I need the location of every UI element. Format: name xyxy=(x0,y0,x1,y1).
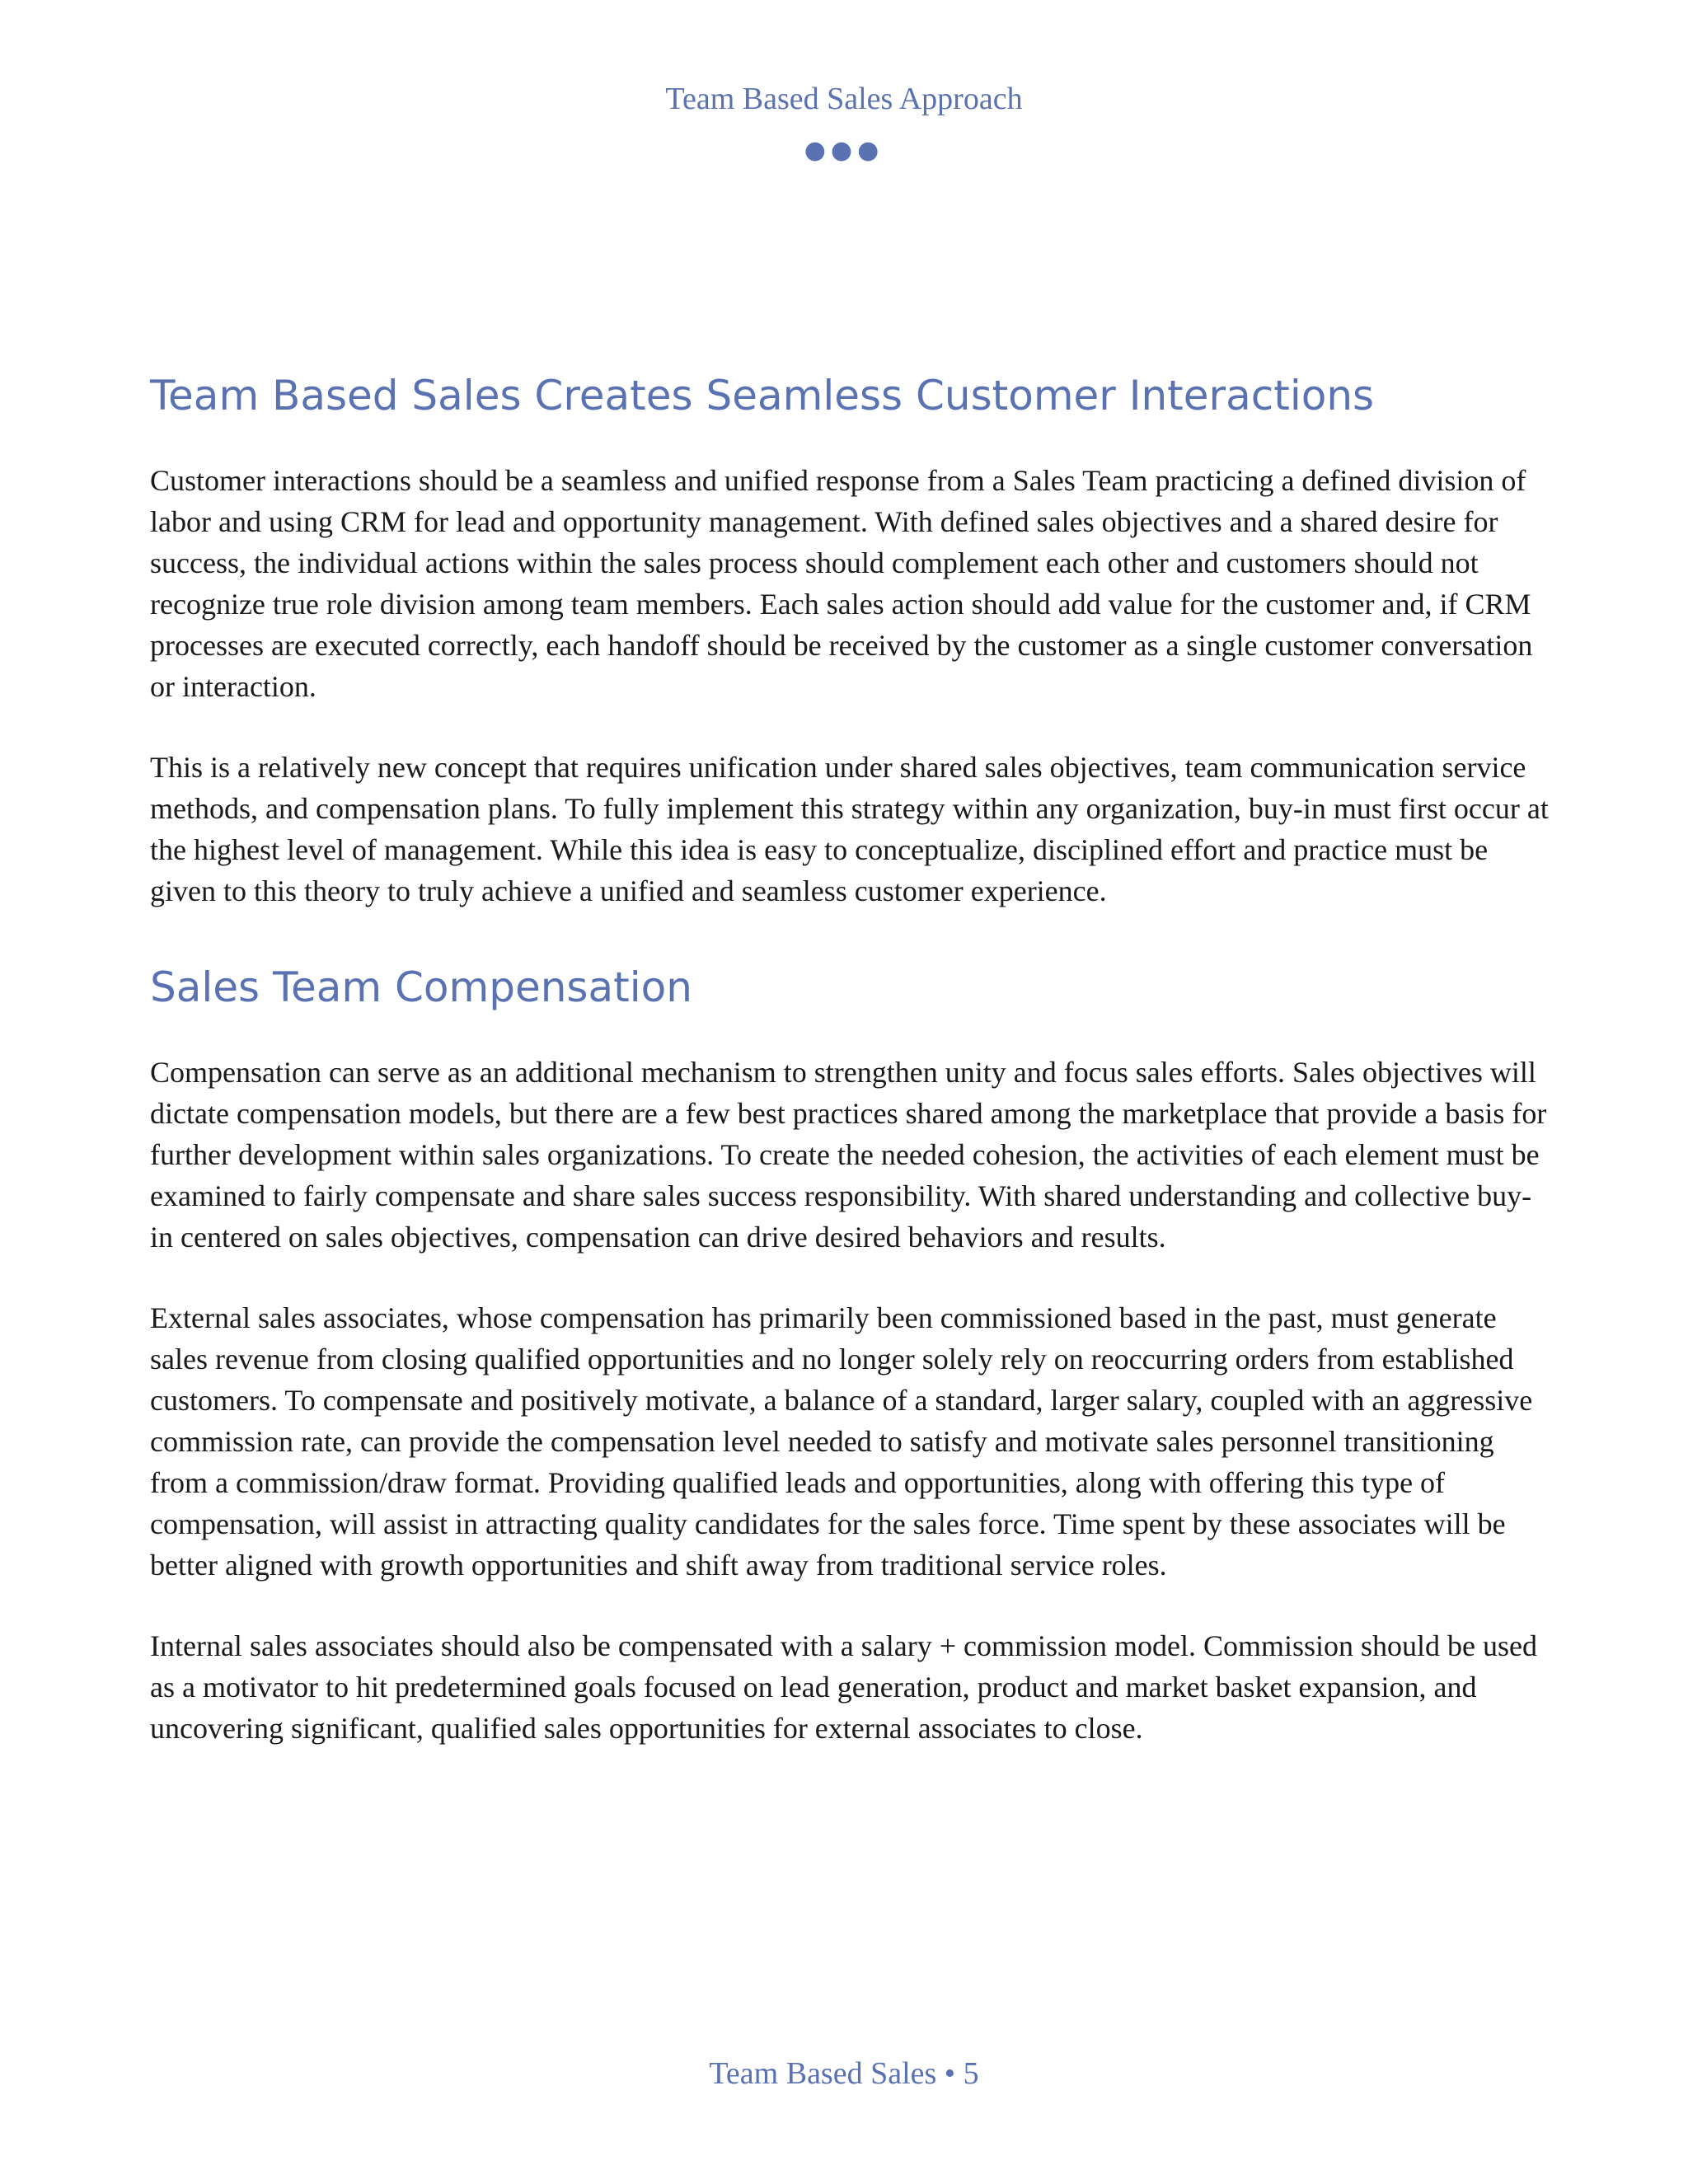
body-paragraph: Internal sales associates should also be compensated with a salary + commission model. Commission should be used as a motivator to hit predetermined goals focused on lead generation, product and market basket expansion, and uncovering significant, qualified sales opportunities for external associates to close. xyxy=(150,1629,1538,1745)
page-body xyxy=(150,371,1551,1788)
section-heading-seamless-interactions: Team Based Sales Creates Seamless Customer Interactions xyxy=(150,372,1375,419)
body-paragraph: This is a relatively new concept that requires unification under shared sales objectives, team communication service methods, and compensation plans. To fully implement this strategy within any organization, buy-in must first occur at the highest level of management. While this idea is easy to conceptualize, disciplined effort and practice must be given to this theory to truly achieve a unified and seamless customer experience. xyxy=(150,751,1549,907)
body-paragraph: Compensation can serve as an additional mechanism to strengthen unity and focus sales efforts. Sales objectives will dictate compensation models, but there are a few best practices shared among the marketplace that provide a basis for further development within sales organizations. To create the needed cohesion, the activities of each element must be examined to fairly compensate and share sales success responsibility. With shared understanding and collective buy-in centered on sales objectives, compensation can drive desired behaviors and results. xyxy=(150,1056,1547,1254)
body-paragraph: Customer interactions should be a seamless and unified response from a Sales Team practicing a defined division of labor and using CRM for lead and opportunity management. With defined sales objectives and a shared desire for success, the individual actions within the sales process should complement each other and customers should not recognize true role division among team members. Each sales action should add value for the customer and, if CRM processes are executed correctly, each handoff should be received by the customer as a single customer conversation or interaction. xyxy=(150,464,1533,703)
body-paragraph: External sales associates, whose compensation has primarily been commissioned based in the past, must generate sales revenue from closing qualified opportunities and no longer solely rely on reoccurring orders from established customers. To compensate and positively motivate, a balance of a standard, larger salary, coupled with an aggressive commission rate, can provide the compensation level needed to satisfy and motivate sales personnel transitioning from a commission/draw format. Providing qualified leads and opportunities, along with offering this type of compensation, will assist in attracting quality candidates for the sales force. Time spent by these associates will be better aligned with growth opportunities and shift away from traditional service roles. xyxy=(150,1301,1533,1582)
running-footer-page-number: Team Based Sales • 5 xyxy=(709,2056,979,2091)
header-ornament-dots: ●●● xyxy=(804,136,884,165)
running-header: Team Based Sales Approach xyxy=(665,82,1023,116)
section-heading-compensation: Sales Team Compensation xyxy=(150,963,692,1011)
